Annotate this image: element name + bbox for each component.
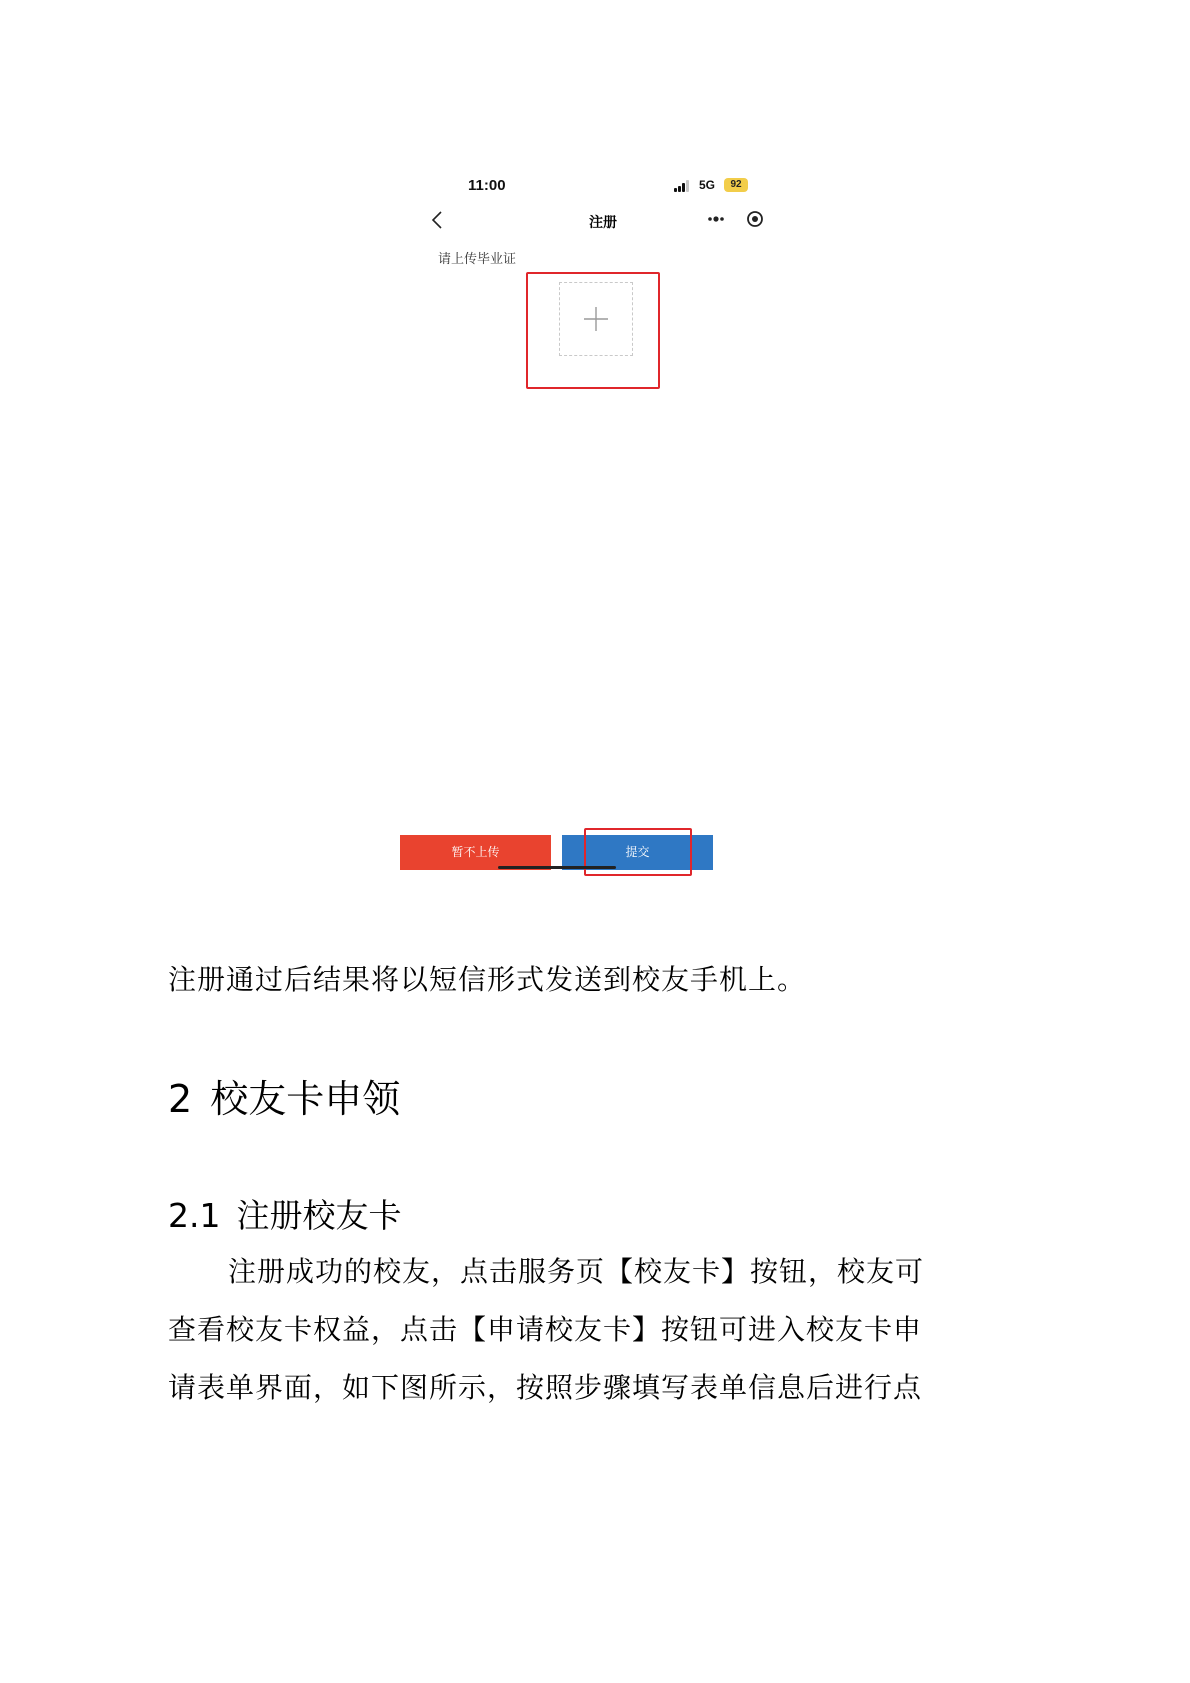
more-dots-icon[interactable] <box>702 208 732 230</box>
paragraph-line: 查看校友卡权益，点击【申请校友卡】按钮可进入校友卡申 <box>168 1313 923 1346</box>
record-icon[interactable] <box>742 208 768 230</box>
upload-image-box[interactable] <box>559 282 633 356</box>
subsection-number: 2.1 <box>168 1196 221 1235</box>
subsection-heading <box>168 1190 401 1237</box>
signal-icon <box>674 180 694 192</box>
status-bar <box>418 160 788 194</box>
home-indicator <box>498 866 616 869</box>
nav-bar <box>418 200 788 240</box>
upload-highlight-frame <box>526 272 660 389</box>
battery-badge: 92 <box>724 178 748 192</box>
subsection-title: 注册校友卡 <box>236 1196 402 1235</box>
phone-screenshot <box>418 160 788 950</box>
plus-icon <box>582 305 610 333</box>
registration-note: 注册通过后结果将以短信形式发送到校友手机上。 <box>168 963 807 996</box>
page-title: 注册 <box>589 215 617 231</box>
section-title: 校友卡申领 <box>210 1077 401 1121</box>
mini-program-capsule <box>698 204 780 234</box>
section-heading <box>168 1068 400 1123</box>
paragraph-line: 注册成功的校友，点击服务页【校友卡】按钮，校友可 <box>228 1255 925 1288</box>
skip-upload-button[interactable]: 暂不上传 <box>400 835 551 870</box>
paragraph-line: 请表单界面，如下图所示，按照步骤填写表单信息后进行点 <box>168 1371 923 1404</box>
network-label: 5G <box>699 178 716 192</box>
section-number: 2 <box>168 1077 193 1121</box>
status-time: 11:00 <box>468 177 506 194</box>
submit-button[interactable]: 提交 <box>562 835 713 870</box>
upload-label: 请上传毕业证 <box>438 252 517 267</box>
